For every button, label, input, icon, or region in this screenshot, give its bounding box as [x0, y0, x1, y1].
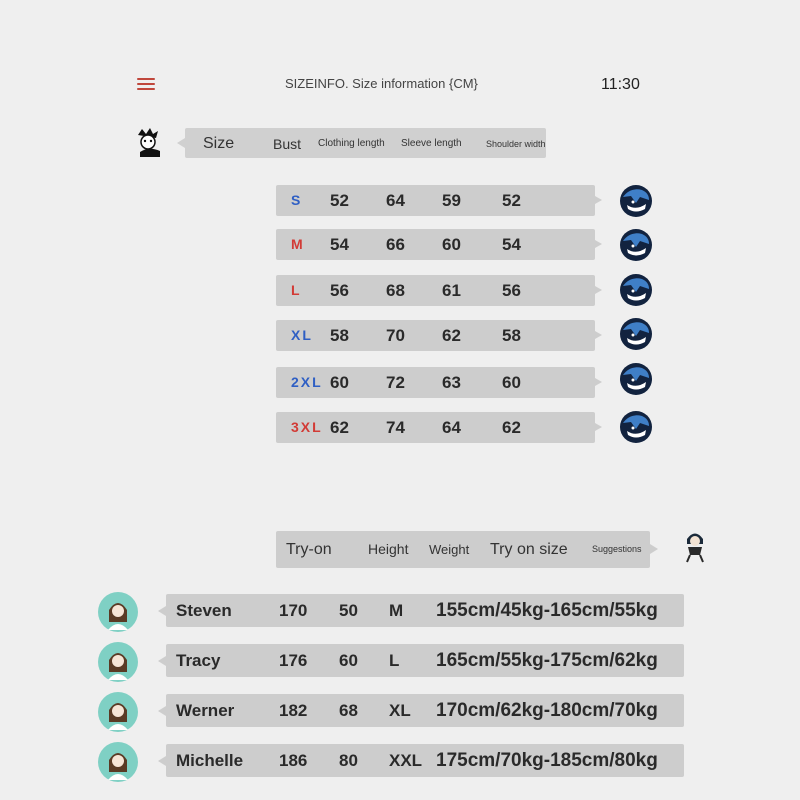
tryon-size: XL	[389, 701, 411, 720]
blue-character-icon	[618, 316, 654, 352]
size-row	[276, 412, 595, 443]
tryon-height: 170	[279, 601, 308, 620]
column-header-try-on: Try-on	[286, 541, 332, 558]
size-label: L	[291, 282, 302, 298]
cartoon-avatar-icon	[132, 126, 166, 160]
size-clothing-length-value: 74	[386, 418, 405, 437]
tryon-weight: 60	[339, 651, 358, 670]
tryon-row	[166, 744, 684, 777]
size-bust-value: 58	[330, 326, 349, 345]
column-header-size: Size	[203, 135, 235, 152]
size-label: S	[291, 192, 303, 208]
tryon-height: 186	[279, 751, 308, 770]
size-label: XL	[291, 327, 313, 343]
tryon-size: M	[389, 601, 404, 620]
page-title: SIZEINFO. Size information {CM}	[285, 76, 478, 91]
person-avatar-icon	[676, 527, 714, 565]
size-clothing-length-value: 66	[386, 235, 405, 254]
person-avatar-icon	[96, 590, 140, 634]
size-sleeve-length-value: 61	[442, 281, 461, 300]
size-label: M	[291, 236, 305, 252]
column-header-try-on-size: Try on size	[490, 541, 568, 558]
tryon-height: 176	[279, 651, 308, 670]
blue-character-icon	[618, 272, 654, 308]
size-sleeve-length-value: 60	[442, 235, 461, 254]
size-shoulder-width-value: 54	[502, 235, 521, 254]
tryon-row	[166, 694, 684, 727]
blue-character-icon	[618, 361, 654, 397]
tryon-suggestion: 165cm/55kg-175cm/62kg	[436, 650, 658, 671]
size-shoulder-width-value: 60	[502, 373, 521, 392]
size-bust-value: 62	[330, 418, 349, 437]
person-avatar-icon	[96, 740, 140, 784]
person-avatar-icon	[96, 690, 140, 734]
tryon-weight: 68	[339, 701, 358, 720]
size-bust-value: 56	[330, 281, 349, 300]
size-label: 2XL	[291, 374, 323, 390]
person-avatar-icon	[96, 640, 140, 684]
tryon-size: XXL	[389, 751, 423, 770]
tryon-suggestion: 175cm/70kg-185cm/80kg	[436, 750, 658, 771]
tryon-weight: 80	[339, 751, 358, 770]
size-sleeve-length-value: 63	[442, 373, 461, 392]
column-header-bust: Bust	[273, 136, 302, 152]
size-shoulder-width-value: 58	[502, 326, 521, 345]
tryon-size: L	[389, 651, 400, 670]
size-bust-value: 54	[330, 235, 349, 254]
size-bust-value: 52	[330, 191, 349, 210]
size-shoulder-width-value: 52	[502, 191, 521, 210]
blue-character-icon	[618, 183, 654, 219]
size-sleeve-length-value: 59	[442, 191, 461, 210]
size-row	[276, 229, 595, 260]
column-header-height: Height	[368, 541, 409, 557]
column-header-suggestions: Suggestions	[592, 544, 642, 554]
size-clothing-length-value: 64	[386, 191, 405, 210]
size-shoulder-width-value: 62	[502, 418, 521, 437]
size-row	[276, 320, 595, 351]
tryon-suggestion: 170cm/62kg-180cm/70kg	[436, 700, 658, 721]
size-row	[276, 275, 595, 306]
column-header-shoulder-width: Shoulder width	[486, 139, 546, 149]
tryon-weight: 50	[339, 601, 358, 620]
size-shoulder-width-value: 56	[502, 281, 521, 300]
size-sleeve-length-value: 64	[442, 418, 461, 437]
size-table-header	[185, 128, 546, 158]
tryon-name: Tracy	[176, 651, 221, 670]
column-header-sleeve-length: Sleeve length	[401, 138, 462, 149]
tryon-name: Michelle	[176, 751, 244, 770]
size-label: 3XL	[291, 419, 323, 435]
tryon-height: 182	[279, 701, 308, 720]
tryon-name: Werner	[176, 701, 235, 720]
hamburger-menu-icon[interactable]	[137, 78, 155, 91]
size-bust-value: 60	[330, 373, 349, 392]
size-row	[276, 367, 595, 398]
tryon-row	[166, 644, 684, 677]
blue-character-icon	[618, 227, 654, 263]
tryon-table-header	[276, 531, 650, 568]
column-header-weight: Weight	[429, 542, 470, 557]
blue-character-icon	[618, 409, 654, 445]
size-sleeve-length-value: 62	[442, 326, 461, 345]
size-clothing-length-value: 68	[386, 281, 405, 300]
tryon-name: Steven	[176, 601, 232, 620]
column-header-clothing-length: Clothing length	[318, 138, 385, 149]
status-time: 11:30	[601, 76, 640, 93]
size-clothing-length-value: 72	[386, 373, 405, 392]
tryon-suggestion: 155cm/45kg-165cm/55kg	[436, 600, 658, 621]
size-clothing-length-value: 70	[386, 326, 405, 345]
size-row	[276, 185, 595, 216]
tryon-row	[166, 594, 684, 627]
